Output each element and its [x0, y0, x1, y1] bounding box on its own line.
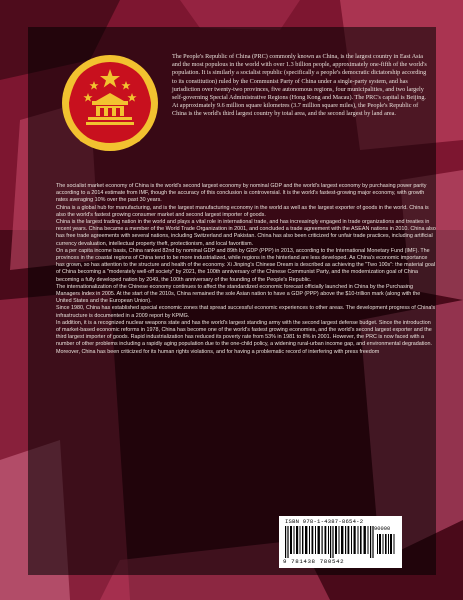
paragraph-per-capita: On a per capita income basis, China ranked 82nd by nominal GDP and 89th by GDP (PPP) in 2013, according to the International Monetary Fund (IMF). The provinces in the coastal regions of China tend to be more industrialized, while regions in the hinterland are less developed. As China's economic importance has grown, so has attention to the structure and health of the economy. Xi Jinping's Chinese Dream is described as achieving the "Two 100s": the material goal of China becoming a "moderately well-off society" by 2021, the 100th anniversary of the Chinese Communist Party, and the modernization goal of China becoming a fully developed nation by 2049, the 100th anniversary of the founding of the People's Republic. — [56, 247, 436, 283]
barcode-icon — [285, 526, 397, 558]
paragraph-economy: The socialist market economy of China is the world's second largest economy by nominal GDP and the world's largest economy by purchasing power parity according to a 2014 estimate from IMF, though the accuracy of this conclusion is controversial. It is the world's fastest-growing major economy, with growth rates averaging 10% over the past 30 years. — [56, 183, 427, 204]
paragraph-trade: China is the largest trading nation in the world and plays a vital role in international trade, and has increasingly engaged in trade organizations and treaties in recent years. China became a member of the World Trade Organization in 2001, and concluded a trade agreement with the ASEAN nations in 2010. China also has free trade agreements with several nations, including Switzerland and Pakistan. China has also been criticized for unfair trade practices, including artificial currency devaluation, intellectual property theft, protectionism, and local favoritism. — [56, 219, 436, 247]
isbn-digits: 9 781438 780542 — [283, 558, 345, 565]
price-code: 90000 — [374, 526, 391, 532]
isbn-barcode — [279, 516, 402, 568]
paragraph-economic-zones: Since 1980, China has established special economic zones that spread successful economic experiences to other areas. The development progress of China's infrastructure is documented in a 2009 report by KPMG. — [56, 305, 436, 319]
isbn-label: ISBN 978-1-4387-8654-2 — [285, 518, 364, 525]
national-emblem-icon — [56, 51, 164, 156]
intro-paragraph: The People's Republic of China (PRC) commonly known as China, is the largest country in East Asia and the most populous in the world with over 1.3 billion people, approximately one-fifth of the world's population. It is similarly a socialist republic (specifically a people's democratic dictatorship according to its constitution) ruled by the Communist Party of China under a single-party system, and has jurisdiction over twenty-two provinces, five autonomous regions, four municipalities, and two largely self-governing Special Administrative Regions (Hong Kong and Macau). The PRC's capital is Beijing. At approximately 9.6 million square kilometres (3.7 million square miles), the People's Republic of China is the world's third largest country by total area, and the second largest by land area. — [172, 53, 427, 118]
paragraph-manufacturing: China is a global hub for manufacturing, and is the largest manufacturing economy in the world as well as the largest exporter of goods in the world. China is also the world's fastest growing consumer market and second largest importer of goods. — [56, 204, 429, 218]
body-text — [56, 183, 436, 356]
paragraph-internationalization: The internationalization of the Chinese economy continues to affect the standardized economic forecast officially launched in China by the Purchasing Managers Index in 2005. At the start of the 2010s, China remained the sole Asian nation to have a GDP (PPP) above the $10-trillion mark (along with the United States and the European Union). — [56, 283, 421, 305]
paragraph-reforms: In addition, it is a recognized nuclear weapons state and has the world's largest standing army with the second largest defense budget. Since the introduction of market-based economic reforms in 1978, China has become one of the world's fastest growing economies, and the world's second largest exporter and the third largest importer of goods. Rapid industrialization has reduced its poverty rate from 53% in 1981 to 8% in 2001. However, the PRC is now faced with a number of other problems including a rapidly aging population due to the one-child policy, a widening rural-urban income gap, and environmental degradation. Moreover, China has been criticized for its human rights violations, and for having a problematic record of interfering with press freedom — [56, 319, 432, 355]
